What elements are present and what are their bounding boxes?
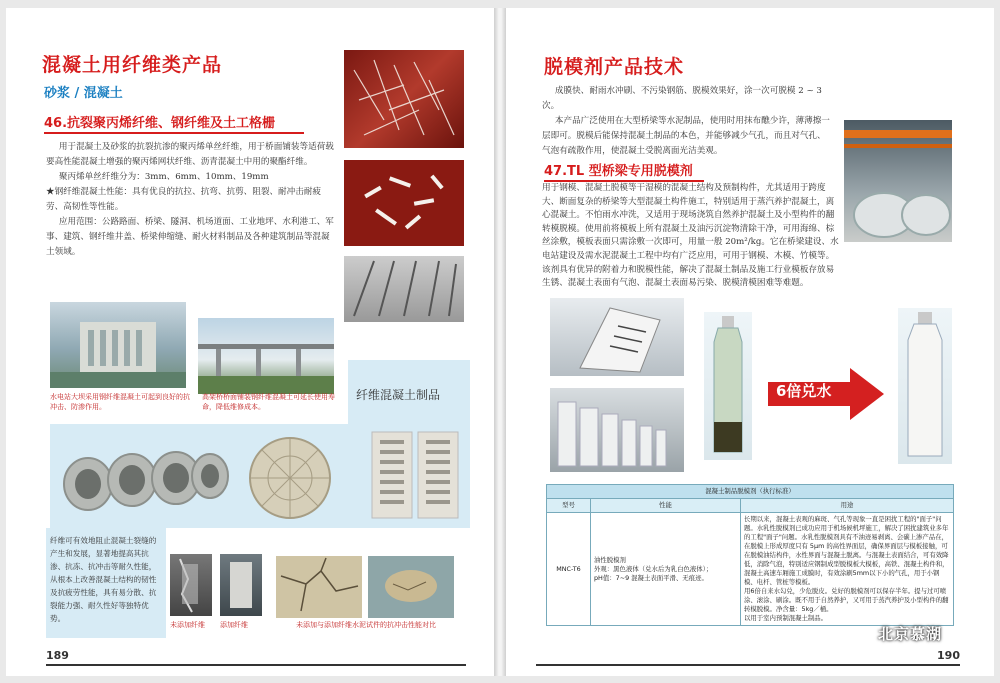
paragraph: 本产品广泛使用在大型桥梁等水泥制品，使用时用抹布醮少许，薄薄擦一层即可。脱模后能保持混凝土制品的本色，并能够减少气孔，而且对气孔、气泡有疏散作用，使混凝土受脱离面光洁美观。 <box>542 116 830 156</box>
concrete-pipes-illustration <box>60 432 230 520</box>
left-page-subtitle: 砂浆 / 混凝土 <box>44 86 123 101</box>
table-row <box>547 513 954 626</box>
mesh-fiber-photo <box>344 160 464 246</box>
no-fiber-sample-photo <box>170 554 212 616</box>
pp-fiber-photo <box>344 50 464 148</box>
bridge-photo <box>198 318 334 394</box>
spec-header-performance: 性能 <box>591 499 741 513</box>
left-page <box>6 8 494 676</box>
paragraph: ★钢纤维混凝土性能：具有优良的抗拉、抗弯、抗剪、阻裂、耐冲击耐疲劳、高韧性等性能。 <box>46 187 322 212</box>
fiber-slab-illustration <box>368 556 454 618</box>
section-46-title: 46.抗裂聚丙烯纤维、钢纤维及土工格栅 <box>44 116 276 131</box>
panel-label: 纤维混凝土制品 <box>356 388 441 402</box>
dam-illustration <box>50 302 186 388</box>
cracked-sample-illustration <box>170 554 212 616</box>
dark-bottle-illustration <box>704 312 752 460</box>
watermark: 北京慕湖 <box>877 625 942 643</box>
factory-illustration <box>844 120 952 242</box>
spec-header-model: 型号 <box>547 499 591 513</box>
page-number-left: 189 <box>46 649 69 662</box>
section-46-body <box>46 140 338 260</box>
right-page <box>506 8 994 676</box>
precast-panels-illustration <box>550 388 684 472</box>
dam-photo <box>50 302 186 388</box>
dilution-label: 6倍兑水 <box>776 382 832 400</box>
manhole-cover-photo <box>244 434 336 522</box>
page-number-right: 190 <box>937 649 960 662</box>
steel-fiber-photo <box>344 256 464 322</box>
fiber-benefit-text: 纤维可有效地阻止混凝土裂缝的产生和发展，显著地提高其抗渗、抗冻、抗冲击等耐久性能，从根本上改善混凝土结构的韧性及抗疲劳性能，具有易分散、抗裂能力强、耐久性好等独特优势。 <box>50 536 157 623</box>
paragraph: 用于混凝土及砂浆的抗裂抗渗的聚丙烯单丝纤维，用于桥面铺装等适荷载要高性能混凝土增强的聚丙烯网状纤维、沥青混凝土中用的聚酯纤维。 <box>46 142 334 167</box>
no-fiber-caption: 未添加纤维 <box>170 621 205 629</box>
footer-rule-left <box>46 664 466 666</box>
with-fiber-sample-photo <box>220 554 262 616</box>
spec-table <box>546 484 954 626</box>
fiber-strands-illustration <box>344 50 464 148</box>
spec-usage-cell: 长期以来，混凝土表观的麻斑、气孔等现象一直是困扰工程的"面子"问题。水乳性脱模剂已成功应用于机场候机坪施工，解决了困扰建筑业多年的工程"面子"问题。水乳性脱模剂具有不油迹易剥离、会碳上渗产品在，在脱模上形成厚度只有 5μm 的高性界面层，确保界面层与模板接触，可在脱模油结构件，水性界面与混凝土脱离。与混凝土表面结合，可有效降低，消除气泡，特别适应钢制成型脱模板大模板，高铁、混凝土构件和，混凝土高速车厢施工成膜时，有效涂刷5mm以下小的气孔，用于小钢模、电杆、管桩等模板。 用6倍自来水勾兑，少危脱皮。兑好的脱模剂可以保存半年。提与过可喷涂、滚涂、刷涂。既不用于自然养护，又可用于蒸汽养护及小型构件的翻转模脱模。净含量：5kg／桶。 以用于室内预制混凝土制品。 <box>741 513 954 626</box>
factory-photo <box>844 120 952 242</box>
paragraph: 成膜快、耐雨水冲刷、不污染钢筋、脱模效果好，涂一次可脱模 2 ~ 3 次。 <box>542 86 822 111</box>
concentrate-bottle-photo <box>704 312 752 460</box>
white-bottle-illustration <box>898 308 952 464</box>
bridge-illustration <box>198 318 334 394</box>
release-agent-bucket-photo <box>550 298 684 376</box>
paragraph: 聚丙烯单丝纤维分为：3mm、6mm、10mm、19mm <box>58 172 269 182</box>
spec-header-usage: 用途 <box>741 499 954 513</box>
diluted-bottle-photo <box>898 308 952 464</box>
footer-rule-right <box>536 664 960 666</box>
spec-performance-cell: 油性脱模剂 外观：黑色液体（兑水后为乳白色液体）； pH值：7~9 混凝土表面平滑、无痕迹。 <box>591 513 741 626</box>
intact-sample-illustration <box>220 554 262 616</box>
section-47-title: 47.TL 型桥梁专用脱模剂 <box>544 164 693 179</box>
manhole-cover-illustration <box>244 434 336 522</box>
steel-fiber-illustration <box>344 256 464 322</box>
drain-grate-photo <box>368 430 462 522</box>
section-47-body: 用于钢模、混凝土脱模等干湿模的混凝土结构及预制构件，尤其适用于跨度大、断面复杂的桥梁等大型混凝土构件施工，特别适用于蒸汽养护混凝土，离心混凝土。不怕雨水冲洗，又适用于现场浇筑自然养护混凝土及小型构件的翻转模脱模。使用前将模板上所有混凝土及油污沉淀物清除干净，可用海绵、棕丝涂敷，模板表面只需涂敷一次即可，用量一般 20m²/kg。它在桥梁建设、水电站建设及需水泥混凝土工程中均有广泛应用，可用于钢模、木模、竹模等。该剂具有优异的附着力和脱模性能，解决了混凝土制品及施工行业模板存放易生锈、混凝土表面有气泡、混凝土表面易污染、脱模清模困难等难题。 <box>542 183 839 289</box>
comparison-caption: 未添加与添加纤维水泥试件的抗冲击性能对比 <box>296 621 436 629</box>
spec-model-cell: MNC-T6 <box>547 513 591 626</box>
dilution-arrow <box>768 368 884 420</box>
fiber-slab-photo <box>368 556 454 618</box>
with-fiber-caption: 添加纤维 <box>220 621 248 629</box>
precast-panels-photo <box>550 388 684 472</box>
paragraph: 应用范围：公路路面、桥梁、隧洞、机场道面、工业地坪、水利港工、军事、建筑、钢纤维井盖、桥梁伸缩缝、耐火材料制品及各种建筑制品等混凝土领域。 <box>46 217 334 257</box>
cracked-slab-photo <box>276 556 362 618</box>
mesh-fiber-illustration <box>344 160 464 246</box>
book-gutter <box>494 8 506 676</box>
pipes-photo <box>60 432 230 520</box>
release-agent-intro <box>542 84 832 159</box>
section-46-rule <box>44 132 304 134</box>
bridge-caption: 高架桥桥面铺装钢纤维混凝土可延长使用寿命，降低维修成本。 <box>202 393 335 411</box>
spec-table-title: 混凝土制品脱模剂（执行标准） <box>547 485 954 499</box>
right-page-title: 脱模剂产品技术 <box>544 56 685 78</box>
product-bag-illustration <box>550 298 684 376</box>
cracked-slab-illustration <box>276 556 362 618</box>
left-page-title: 混凝土用纤维类产品 <box>42 54 223 76</box>
drain-grate-illustration <box>368 430 462 522</box>
dam-caption: 水电站大坝采用钢纤维混凝土可起到良好的抗冲击、防渗作用。 <box>50 393 190 411</box>
